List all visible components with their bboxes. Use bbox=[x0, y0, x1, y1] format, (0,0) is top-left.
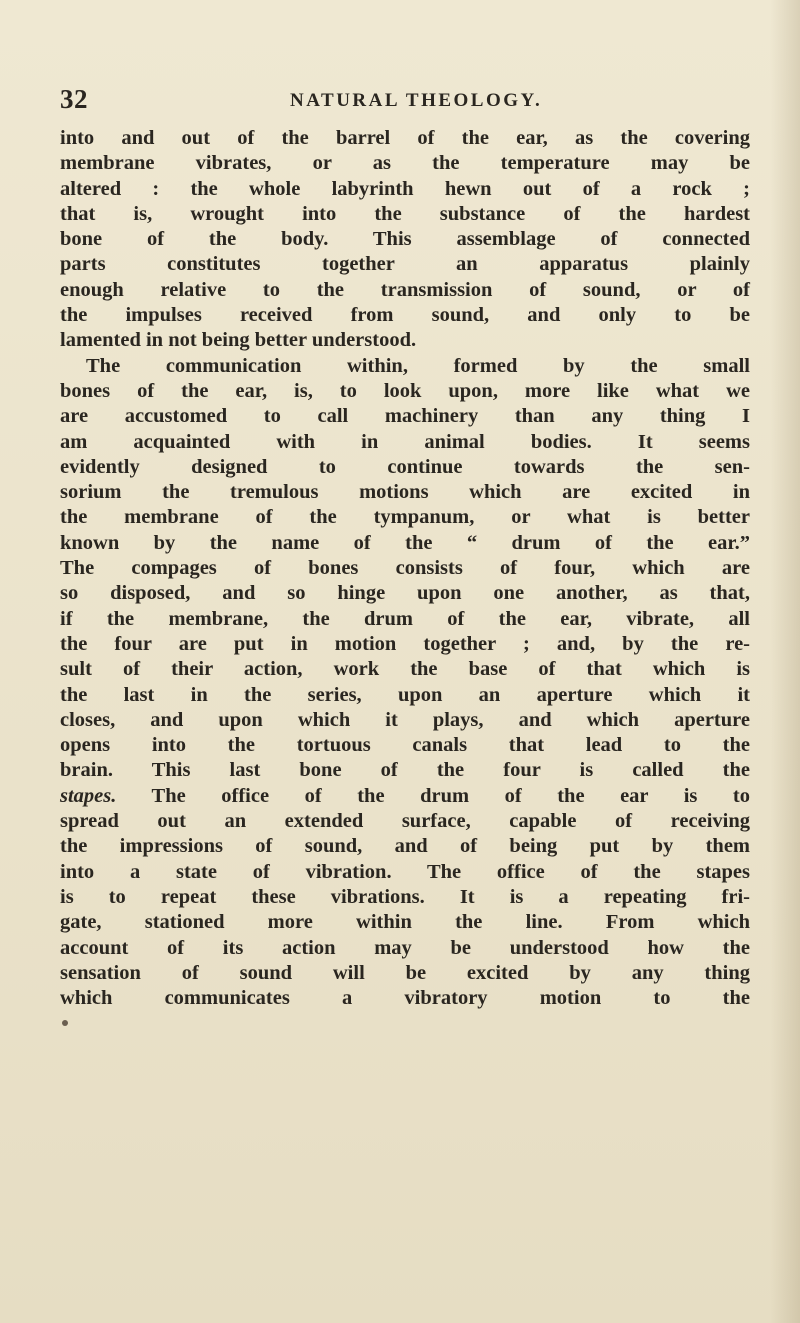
text-line: into and out of the barrel of the ear, as the covering bbox=[60, 127, 750, 149]
text-line: altered : the whole labyrinth hewn out of a rock ; bbox=[60, 177, 750, 200]
text-line: into a state of vibration. The office of the stapes bbox=[60, 860, 750, 883]
text-line: am acquainted with in animal bodies. It seems bbox=[60, 430, 750, 453]
text-line: is to repeat these vibrations. It is a repeating fri- bbox=[60, 885, 750, 908]
text-line: membrane vibrates, or as the temperature may be bbox=[60, 152, 750, 175]
text-line: account of its action may be understood how the bbox=[60, 936, 750, 959]
text-line: which communicates a vibratory motion to the bbox=[60, 987, 750, 1010]
text-line: sensation of sound will be excited by any thing bbox=[60, 961, 750, 984]
text-line: stapes. The office of the drum of the ear is to bbox=[60, 784, 750, 807]
text-line: lamented in not being better understood. bbox=[60, 329, 417, 352]
italic-term: stapes. bbox=[60, 784, 117, 807]
text-line: closes, and upon which it plays, and which aperture bbox=[60, 708, 750, 731]
text-line: parts constitutes together an apparatus plainly bbox=[60, 253, 750, 276]
text-line: gate, stationed more within the line. From which bbox=[60, 911, 750, 934]
text-line: so disposed, and so hinge upon one another, as that, bbox=[60, 582, 750, 605]
text-line: sorium the tremulous motions which are excited in bbox=[60, 481, 750, 504]
text-line: enough relative to the transmission of sound, or of bbox=[60, 278, 750, 301]
text-line: that is, wrought into the substance of the hardest bbox=[60, 202, 750, 225]
text-line: evidently designed to continue towards the sen- bbox=[60, 455, 750, 478]
text-line: brain. This last bone of the four is called the bbox=[60, 759, 750, 782]
ink-speck bbox=[62, 1020, 68, 1026]
running-head: NATURAL THEOLOGY. bbox=[290, 90, 543, 111]
text-line: are accustomed to call machinery than any thing I bbox=[60, 405, 750, 428]
text-line: bones of the ear, is, to look upon, more like what we bbox=[60, 379, 750, 402]
text-line: opens into the tortuous canals that lead to the bbox=[60, 734, 750, 757]
text-line: the impressions of sound, and of being put by them bbox=[60, 835, 750, 858]
text-line: if the membrane, the drum of the ear, vibrate, all bbox=[60, 607, 750, 630]
page-header bbox=[60, 84, 750, 124]
text-line: known by the name of the “ drum of the ear.” bbox=[60, 531, 750, 554]
text-line: The compages of bones consists of four, which are bbox=[60, 557, 750, 580]
text-line: The communication within, formed by the small bbox=[86, 354, 750, 377]
text-line: the four are put in motion together ; and, by the re- bbox=[60, 632, 750, 655]
text-line: sult of their action, work the base of that which is bbox=[60, 658, 750, 681]
text-line: the impulses received from sound, and only to be bbox=[60, 304, 750, 327]
page-number: 32 bbox=[60, 84, 88, 114]
body-text bbox=[60, 126, 750, 1011]
text-line: the membrane of the tympanum, or what is better bbox=[60, 506, 750, 529]
text-line: spread out an extended surface, capable of receiving bbox=[60, 810, 750, 833]
text-line: the last in the series, upon an aperture which it bbox=[60, 683, 750, 706]
text-line: bone of the body. This assemblage of connected bbox=[60, 228, 750, 251]
